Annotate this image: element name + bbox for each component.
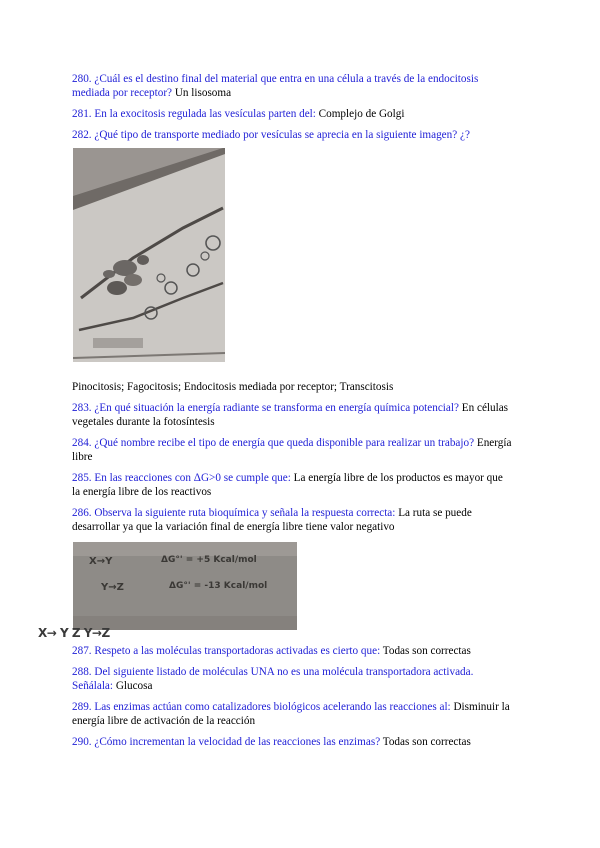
handwritten-note: X→ Y Z Y→Z bbox=[38, 626, 110, 640]
question-284 bbox=[72, 436, 512, 464]
question-text: ¿Qué nombre recibe el tipo de energía que queda disponible para realizar un trabajo? bbox=[94, 437, 475, 449]
question-288 bbox=[72, 665, 512, 693]
reaction-line2-label: Y→Z bbox=[101, 582, 124, 593]
question-281 bbox=[72, 107, 512, 121]
question-number: 287. bbox=[72, 645, 92, 657]
document-page bbox=[72, 72, 512, 756]
answer-282 bbox=[72, 380, 512, 394]
answer-text: Todas son correctas bbox=[382, 736, 471, 748]
question-text: ¿En qué situación la energía radiante se transforma en energía química potencial? bbox=[94, 402, 459, 414]
question-text: Del siguiente listado de moléculas UNA no es una molécula transportadora activada. Señálala: bbox=[72, 666, 474, 692]
answer-text: Complejo de Golgi bbox=[318, 108, 405, 120]
question-289 bbox=[72, 700, 512, 728]
answer-text: Disminuir la energía libre de activación de la reacción bbox=[72, 701, 510, 727]
question-280 bbox=[72, 72, 512, 100]
question-text: ¿Qué tipo de transporte mediado por vesículas se aprecia en la siguiente imagen? ¿? bbox=[94, 129, 470, 141]
reaction-line2-energy: ΔG°' = -13 Kcal/mol bbox=[169, 581, 268, 591]
question-290 bbox=[72, 735, 512, 749]
question-number: 286. bbox=[72, 507, 92, 519]
question-287 bbox=[72, 644, 512, 658]
answer-text: La energía libre de los productos es mayor que la energía libre de los reactivos bbox=[72, 472, 503, 498]
question-number: 280. bbox=[72, 73, 92, 85]
reaction-line1-label: X→Y bbox=[89, 556, 113, 567]
question-286 bbox=[72, 506, 512, 534]
question-number: 285. bbox=[72, 472, 92, 484]
question-285 bbox=[72, 471, 512, 499]
answer-text: Pinocitosis; Fagocitosis; Endocitosis mediada por receptor; Transcitosis bbox=[72, 381, 394, 393]
cell-diagram-image bbox=[73, 148, 225, 362]
question-text: ¿Cuál es el destino final del material que entra en una célula a través de la endocitosis mediada por receptor? bbox=[72, 73, 479, 99]
question-text: En las reacciones con ΔG>0 se cumple que: bbox=[94, 472, 291, 484]
answer-text: Todas son correctas bbox=[382, 645, 471, 657]
question-text: En la exocitosis regulada las vesículas parten del: bbox=[94, 108, 316, 120]
answer-text: Un lisosoma bbox=[174, 87, 232, 99]
question-text: Respeto a las moléculas transportadoras activadas es cierto que: bbox=[94, 645, 381, 657]
question-text: Observa la siguiente ruta bioquímica y señala la respuesta correcta: bbox=[94, 507, 396, 519]
question-number: 289. bbox=[72, 701, 92, 713]
question-number: 284. bbox=[72, 437, 92, 449]
question-283 bbox=[72, 401, 512, 429]
answer-text: En células vegetales durante la fotosíntesis bbox=[72, 402, 509, 428]
question-text: ¿Cómo incrementan la velocidad de las reacciones las enzimas? bbox=[94, 736, 381, 748]
vesicle-transport-photo bbox=[73, 148, 225, 362]
question-number: 290. bbox=[72, 736, 92, 748]
question-282 bbox=[72, 128, 512, 142]
question-number: 282. bbox=[72, 129, 92, 141]
question-number: 288. bbox=[72, 666, 92, 678]
answer-text: La ruta se puede desarrollar ya que la variación final de energía libre tiene valor negativo bbox=[72, 507, 472, 533]
answer-text: Glucosa bbox=[115, 680, 153, 692]
question-number: 281. bbox=[72, 108, 92, 120]
question-text: Las enzimas actúan como catalizadores biológicos acelerando las reacciones al: bbox=[94, 701, 451, 713]
answer-text: Energía libre bbox=[72, 437, 512, 463]
reaction-line1-energy: ΔG°' = +5 Kcal/mol bbox=[161, 555, 257, 565]
question-number: 283. bbox=[72, 402, 92, 414]
reaction-photo-image bbox=[73, 542, 297, 630]
reaction-photo bbox=[73, 542, 297, 630]
